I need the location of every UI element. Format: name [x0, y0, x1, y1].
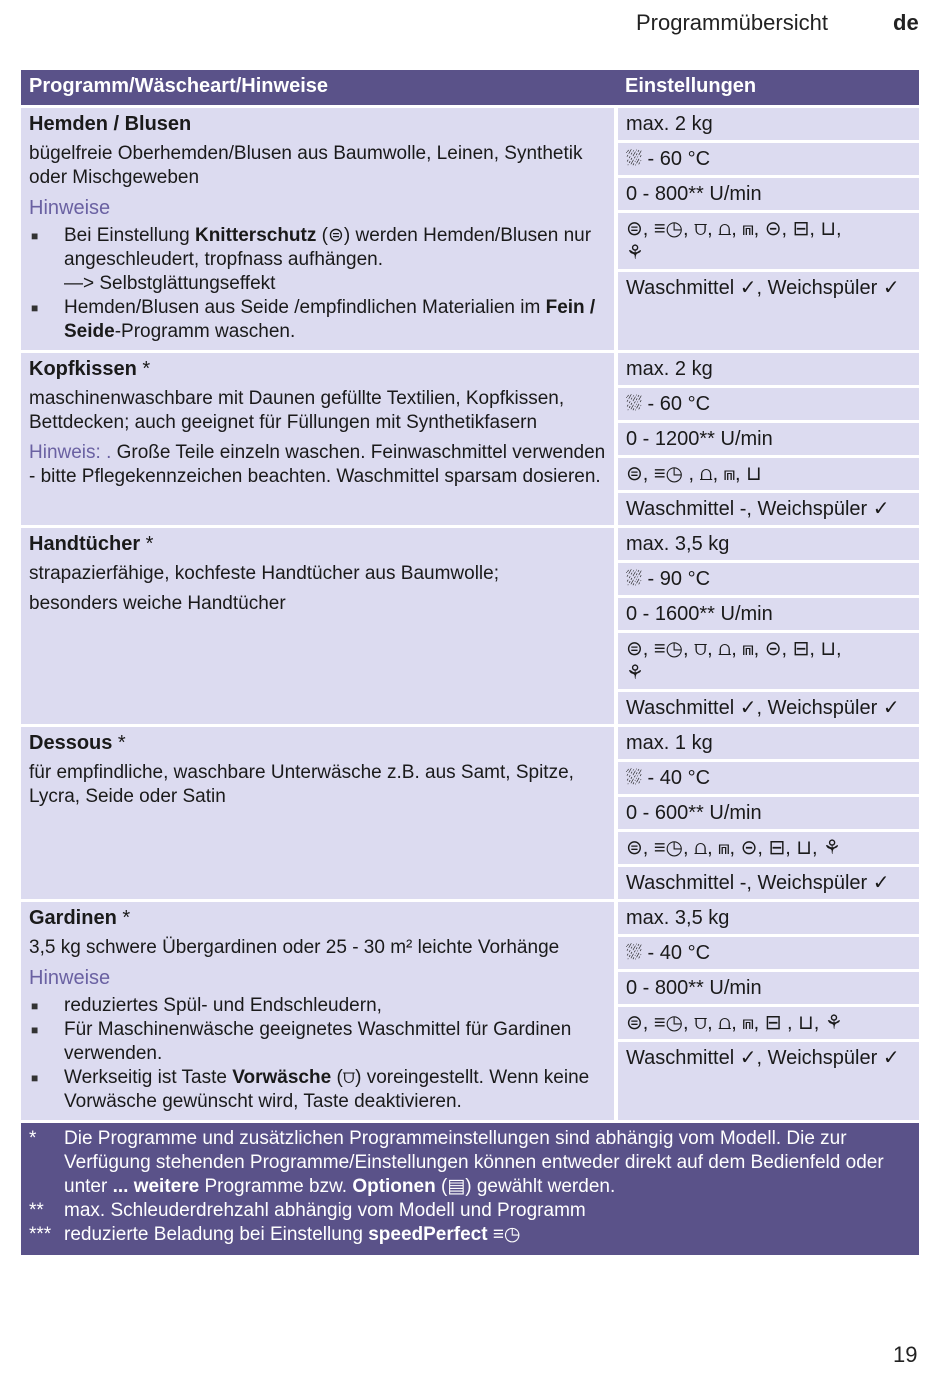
footnote-mark: ***: [29, 1224, 52, 1245]
setting-detergent: Waschmittel ✓, Weichspüler ✓: [618, 272, 919, 350]
setting-spin: 0 - 1200** U/min: [618, 423, 919, 455]
setting-detergent: Waschmittel -, Weichspüler ✓: [618, 493, 919, 525]
footnotes: [21, 1123, 919, 1255]
setting-detergent: Waschmittel -, Weichspüler ✓: [618, 867, 919, 899]
program-info: [21, 108, 614, 350]
program-settings: [618, 727, 919, 899]
list-item: ■ Für Maschinenwäsche geeignetes Waschmittel für Gardinen verwenden.: [29, 1018, 606, 1066]
program-name: Handtücher *: [29, 533, 154, 555]
setting-detergent: Waschmittel ✓, Weichspüler ✓: [618, 692, 919, 724]
program-description: strapazierfähige, kochfeste Handtücher aus Baumwolle;: [29, 563, 499, 584]
footnote-text: Die Programme und zusätzlichen Programmeinstellungen sind abhängig vom Modell. Die zur Verfügung stehenden Programme/Einstellungen können entweder direkt auf dem Bedienfeld oder unter ... weitere Programme bzw. Optionen (▤) gewählt werden.: [64, 1128, 884, 1197]
page-header-title: Programmübersicht: [636, 10, 828, 35]
setting-temperature: ⛆ - 40 °C: [618, 762, 919, 794]
setting-options: ⊜, ≡◷, ⩌, ⩍, ⩎, ⊟ , ⊔, ⚘: [618, 1007, 919, 1039]
footnote-1: [29, 1127, 911, 1199]
program-row-gardinen: [21, 902, 919, 1120]
list-item: ■ Werkseitig ist Taste Vorwäsche (⩌) voreingestellt. Wenn keine Vorwäsche gewünscht wird, Taste deaktivieren.: [29, 1066, 606, 1114]
setting-temperature: ⛆ - 60 °C: [618, 143, 919, 175]
footnote-mark: **: [29, 1200, 44, 1221]
setting-load: max. 2 kg: [618, 108, 919, 140]
program-description: 3,5 kg schwere Übergardinen oder 25 - 30 m² leichte Vorhänge: [29, 937, 560, 958]
hint-label: Hinweise: [29, 967, 111, 989]
setting-temperature: ⛆ - 60 °C: [618, 388, 919, 420]
setting-spin: 0 - 600** U/min: [618, 797, 919, 829]
setting-load: max. 3,5 kg: [618, 528, 919, 560]
footnote-mark: *: [29, 1128, 37, 1149]
table-header: [21, 70, 919, 105]
program-name: Dessous *: [29, 732, 126, 754]
program-table: [21, 70, 919, 1255]
program-info: [21, 727, 614, 899]
setting-temperature: ⛆ - 40 °C: [618, 937, 919, 969]
setting-options: ⊜, ≡◷ , ⩍, ⩎, ⊔: [618, 458, 919, 490]
column-header-program: Programm/Wäscheart/Hinweise: [29, 75, 328, 97]
program-description: maschinenwaschbare mit Daunen gefüllte Textilien, Kopfkissen, Bettdecken; auch geeignet für Füllungen mit Synthetikfasern: [29, 388, 565, 433]
program-row-hemden: [21, 108, 919, 350]
program-description: für empfindliche, waschbare Unterwäsche z.B. aus Samt, Spitze, Lycra, Seide oder Satin: [29, 762, 574, 807]
footnote-3: [29, 1223, 911, 1247]
program-hint: Hinweis: . Große Teile einzeln waschen. Feinwaschmittel verwenden - bitte Pflegekennzeichen beachten. Waschmittel sparsam dosieren.: [29, 442, 606, 487]
footnote-2: [29, 1199, 911, 1223]
program-name: Kopfkissen *: [29, 358, 151, 380]
setting-spin: 0 - 800** U/min: [618, 178, 919, 210]
program-name: Gardinen *: [29, 907, 131, 929]
language-code: de: [893, 10, 919, 35]
list-item: ■ reduziertes Spül- und Endschleudern,: [29, 994, 606, 1018]
program-row-kopfkissen: [21, 353, 919, 525]
footnote-text: max. Schleuderdrehzahl abhängig vom Modell und Programm: [64, 1200, 586, 1221]
program-description: bügelfreie Oberhemden/Blusen aus Baumwolle, Leinen, Synthetik oder Mischgeweben: [29, 143, 583, 188]
setting-load: max. 3,5 kg: [618, 902, 919, 934]
column-header-settings: Einstellungen: [625, 75, 757, 97]
setting-spin: 0 - 1600** U/min: [618, 598, 919, 630]
program-info: [21, 353, 614, 525]
setting-load: max. 2 kg: [618, 353, 919, 385]
page-number: 19: [893, 1342, 918, 1367]
setting-spin: 0 - 800** U/min: [618, 972, 919, 1004]
program-name: Hemden / Blusen: [29, 113, 192, 135]
setting-temperature: ⛆ - 90 °C: [618, 563, 919, 595]
program-settings: [618, 528, 919, 724]
setting-options: ⊜, ≡◷, ⩍, ⩎, ⊝, ⊟, ⊔, ⚘: [618, 832, 919, 864]
program-row-handtuecher: [21, 528, 919, 724]
setting-load: max. 1 kg: [618, 727, 919, 759]
program-info: [21, 528, 614, 724]
list-item: ■ Hemden/Blusen aus Seide /empfindlichen Materialien im Fein / Seide-Programm waschen.: [29, 296, 606, 344]
program-row-dessous: [21, 727, 919, 899]
list-item: —> Selbstglättungseffekt: [64, 273, 276, 294]
hint-list: [29, 994, 606, 1114]
footnote-text: reduzierte Beladung bei Einstellung speedPerfect ≡◷: [64, 1224, 521, 1245]
hint-label: Hinweise: [29, 197, 111, 219]
setting-options: ⊜, ≡◷, ⩌, ⩍, ⩎, ⊝, ⊟, ⊔, ⚘: [618, 213, 919, 269]
setting-options: ⊜, ≡◷, ⩌, ⩍, ⩎, ⊝, ⊟, ⊔, ⚘: [618, 633, 919, 689]
setting-detergent: Waschmittel ✓, Weichspüler ✓: [618, 1042, 919, 1120]
program-settings: [618, 902, 919, 1120]
program-info: [21, 902, 614, 1120]
program-settings: [618, 108, 919, 350]
hint-list: [29, 224, 606, 344]
list-item: ■ Bei Einstellung Knitterschutz (⊜) werden Hemden/Blusen nur angeschleudert, tropfnass aufhängen.: [29, 224, 606, 272]
program-settings: [618, 353, 919, 525]
program-description-2: besonders weiche Handtücher: [29, 593, 286, 614]
